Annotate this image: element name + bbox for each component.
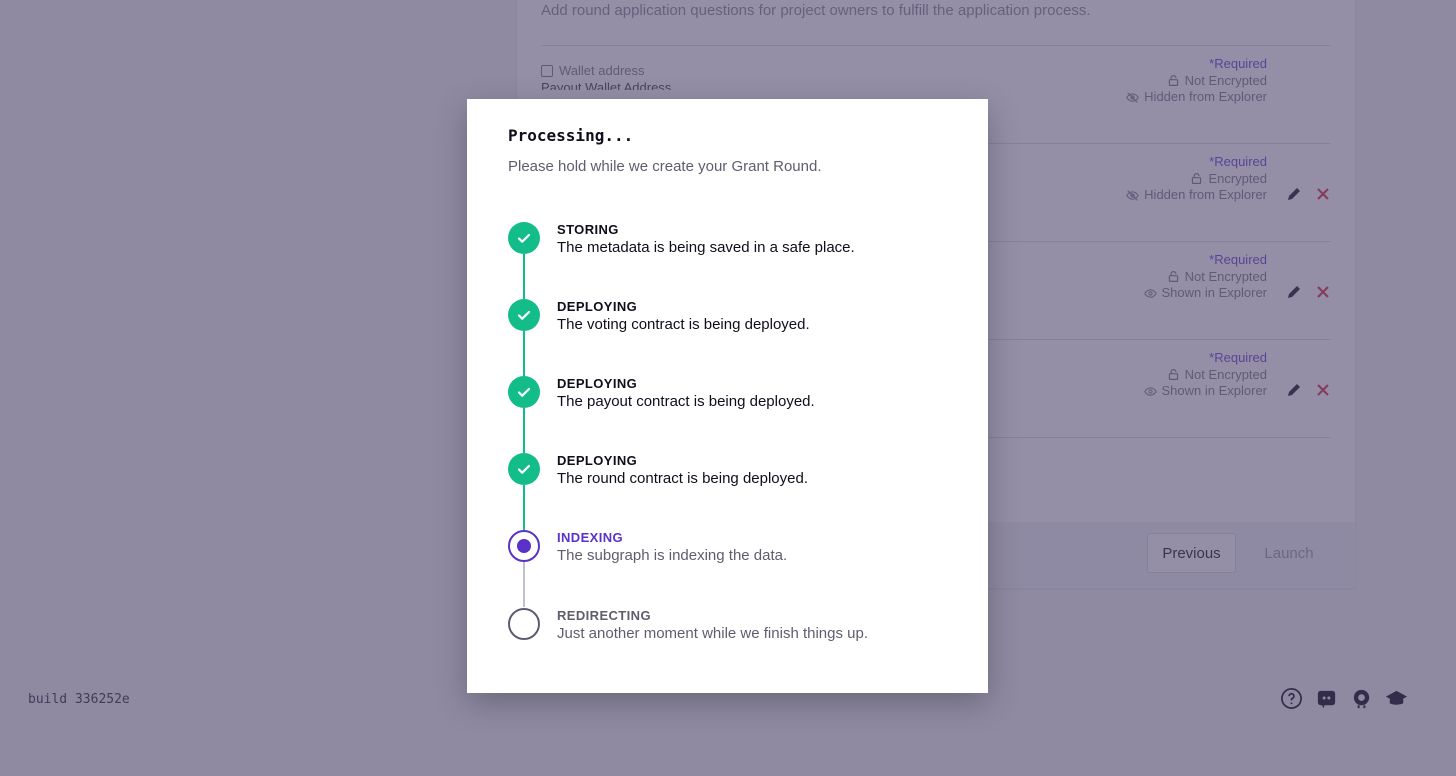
step-connector bbox=[523, 562, 525, 607]
step-description: The round contract is being deployed. bbox=[557, 470, 808, 487]
step-description: The voting contract is being deployed. bbox=[557, 316, 810, 333]
check-icon bbox=[516, 384, 532, 400]
step-status-indicator bbox=[508, 222, 540, 254]
step-description: Just another moment while we finish things up. bbox=[557, 625, 868, 642]
progress-step-indexing bbox=[508, 530, 928, 590]
step-label: REDIRECTING bbox=[557, 608, 651, 623]
current-step-dot bbox=[517, 539, 531, 553]
step-label: INDEXING bbox=[557, 530, 624, 545]
step-label: DEPLOYING bbox=[557, 376, 638, 391]
step-connector bbox=[523, 331, 525, 376]
step-description: The metadata is being saved in a safe place. bbox=[557, 239, 855, 256]
step-status-indicator bbox=[508, 453, 540, 485]
step-label: DEPLOYING bbox=[557, 299, 638, 314]
modal-subtitle: Please hold while we create your Grant Round. bbox=[508, 158, 822, 175]
step-connector bbox=[523, 408, 525, 453]
step-status-indicator bbox=[508, 530, 540, 562]
progress-step-deploying-payout bbox=[508, 376, 928, 436]
step-description: The subgraph is indexing the data. bbox=[557, 547, 788, 564]
step-label: DEPLOYING bbox=[557, 453, 638, 468]
processing-modal bbox=[467, 99, 988, 693]
step-description: The payout contract is being deployed. bbox=[557, 393, 815, 410]
modal-title: Processing... bbox=[508, 126, 634, 145]
check-icon bbox=[516, 230, 532, 246]
step-connector bbox=[523, 254, 525, 299]
progress-step-deploying-round bbox=[508, 453, 928, 513]
step-status-indicator bbox=[508, 376, 540, 408]
progress-step-redirecting bbox=[508, 608, 928, 668]
check-icon bbox=[516, 307, 532, 323]
check-icon bbox=[516, 461, 532, 477]
step-label: STORING bbox=[557, 222, 619, 237]
progress-step-deploying-voting bbox=[508, 299, 928, 359]
step-status-indicator bbox=[508, 608, 540, 640]
step-status-indicator bbox=[508, 299, 540, 331]
progress-step-storing bbox=[508, 222, 928, 282]
step-connector bbox=[523, 485, 525, 530]
